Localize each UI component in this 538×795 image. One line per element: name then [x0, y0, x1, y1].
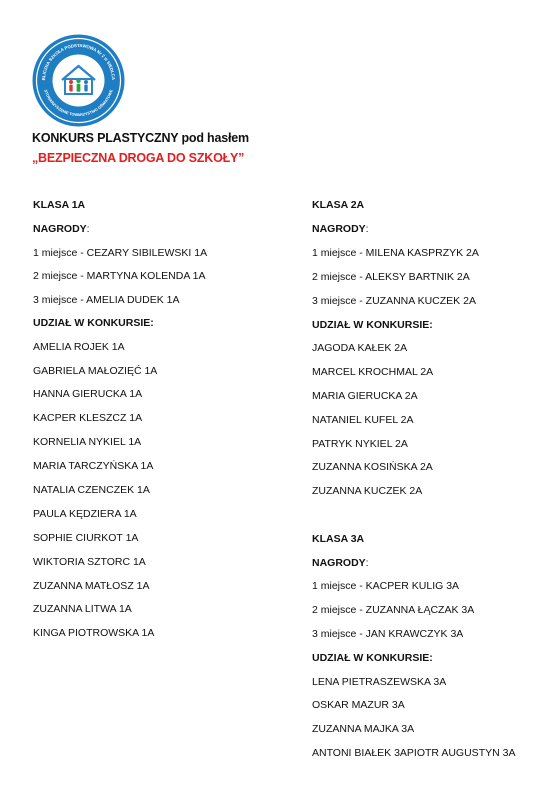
participant-entry: ZUZANNA MAJKA 3A [312, 723, 415, 735]
participation-label: UDZIAŁ W KONKURSIE: [33, 317, 154, 329]
participant-entry: KINGA PIOTROWSKA 1A [33, 627, 155, 639]
participant-entry: NATANIEL KUFEL 2A [312, 414, 414, 426]
prize-entry: 2 miejsce - MARTYNA KOLENDA 1A [33, 270, 206, 282]
participant-entry: LENA PIETRASZEWSKA 3A [312, 676, 447, 688]
contest-subtitle: „BEZPIECZNA DROGA DO SZKOŁY” [32, 151, 245, 165]
prize-entry: 3 miejsce - AMELIA DUDEK 1A [33, 294, 180, 306]
participant-entry: JAGODA KAŁEK 2A [312, 342, 408, 354]
prize-entry: 1 miejsce - CEZARY SIBILEWSKI 1A [33, 247, 208, 259]
participant-entry: KACPER KLESZCZ 1A [33, 412, 143, 424]
participant-entry: ANTONI BIAŁEK 3APIOTR AUGUSTYN 3A [312, 747, 516, 759]
participant-entry: MARIA TARCZYŃSKA 1A [33, 460, 154, 472]
participant-entry: MARCEL KROCHMAL 2A [312, 366, 434, 378]
participation-label: UDZIAŁ W KONKURSIE: [312, 319, 433, 331]
prize-entry: 3 miejsce - JAN KRAWCZYK 3A [312, 628, 464, 640]
prize-entry: 2 miejsce - ALEKSY BARTNIK 2A [312, 271, 470, 283]
logo-ring-top-text: BLICZNA SZKOŁA PODSTAWOWA Nr 2 w SIEDLCA [40, 42, 117, 81]
participant-entry: ZUZANNA LITWA 1A [33, 603, 132, 615]
participant-entry: SOPHIE CIURKOT 1A [33, 532, 139, 544]
prizes-colon: : [365, 223, 369, 235]
class-header: KLASA 2A [312, 199, 365, 211]
prizes-heading [312, 557, 369, 569]
participant-entry: AMELIA ROJEK 1A [33, 341, 125, 353]
prizes-label: NAGRODY [33, 223, 87, 235]
participant-entry: PATRYK NYKIEL 2A [312, 438, 408, 450]
prizes-heading [33, 223, 90, 235]
prizes-label: NAGRODY [312, 223, 366, 235]
participant-entry: OSKAR MAZUR 3A [312, 699, 405, 711]
prize-entry: 3 miejsce - ZUZANNA KUCZEK 2A [312, 295, 476, 307]
school-logo-icon [31, 33, 126, 128]
class-header: KLASA 3A [312, 533, 365, 545]
participant-entry: PAULA KĘDZIERA 1A [33, 508, 137, 520]
logo-ring-bottom-text: STOWARZYSZENIE TOWARZYSTWO OŚWIATOWE [43, 89, 114, 118]
participant-entry: MARIA GIERUCKA 2A [312, 390, 418, 402]
participant-entry: ZUZANNA MATŁOSZ 1A [33, 580, 150, 592]
prizes-colon: : [365, 557, 369, 569]
participant-entry: KORNELIA NYKIEL 1A [33, 436, 142, 448]
prize-entry: 1 miejsce - KACPER KULIG 3A [312, 580, 460, 592]
participant-entry: ZUZANNA KUCZEK 2A [312, 485, 423, 497]
participant-entry: GABRIELA MAŁOZIĘĆ 1A [33, 365, 158, 377]
prize-entry: 2 miejsce - ZUZANNA ŁĄCZAK 3A [312, 604, 475, 616]
participant-entry: NATALIA CZENCZEK 1A [33, 484, 150, 496]
prizes-heading [312, 223, 369, 235]
participant-entry: ZUZANNA KOSIŃSKA 2A [312, 461, 433, 473]
participant-entry: WIKTORIA SZTORC 1A [33, 556, 146, 568]
contest-title: KONKURS PLASTYCZNY pod hasłem [32, 131, 249, 145]
prizes-colon: : [86, 223, 90, 235]
prizes-label: NAGRODY [312, 557, 366, 569]
participant-entry: HANNA GIERUCKA 1A [33, 388, 143, 400]
prize-entry: 1 miejsce - MILENA KASPRZYK 2A [312, 247, 479, 259]
class-header: KLASA 1A [33, 199, 86, 211]
participation-label: UDZIAŁ W KONKURSIE: [312, 652, 433, 664]
